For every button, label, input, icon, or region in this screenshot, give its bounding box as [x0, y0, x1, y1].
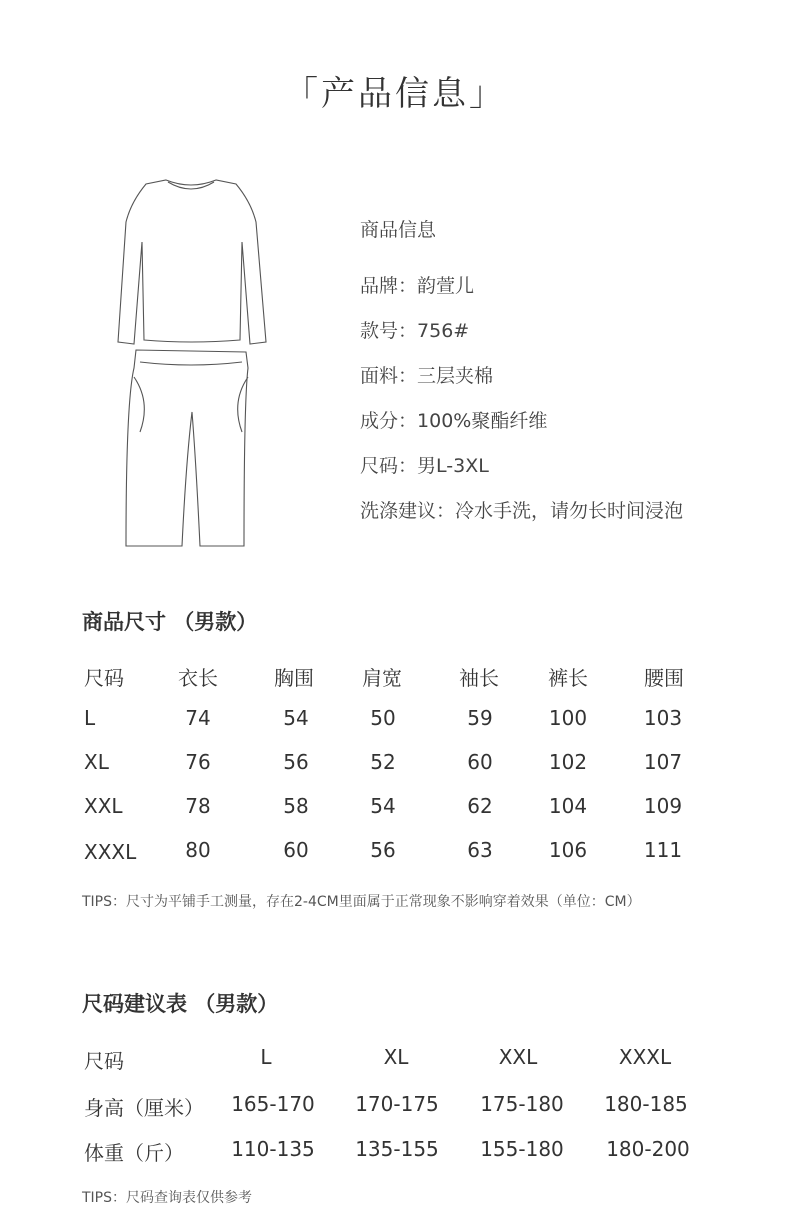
- size-cell: 60: [283, 838, 309, 862]
- info-value: 756#: [417, 320, 470, 342]
- info-label: 款号：: [360, 320, 418, 342]
- recommend-cell: 165-170: [231, 1092, 315, 1116]
- size-table-tips: TIPS：尺寸为平铺手工测量，存在2-4CM里面属于正常现象不影响穿着效果（单位：CM）: [82, 894, 641, 910]
- recommend-cell: 身高（厘米）: [84, 1096, 204, 1120]
- recommend-header-cell: XXL: [498, 1045, 538, 1069]
- recommend-header-cell: L: [260, 1045, 272, 1069]
- size-cell: 107: [643, 750, 683, 774]
- size-header-cell: 尺码: [84, 666, 124, 690]
- recommend-cell: 180-200: [606, 1137, 690, 1161]
- size-cell: XXL: [84, 794, 123, 818]
- size-header-cell: 衣长: [178, 666, 218, 690]
- size-cell: 54: [283, 706, 309, 730]
- size-header-cell: 腰围: [644, 666, 684, 690]
- size-cell: 111: [643, 838, 683, 862]
- size-cell: 62: [467, 794, 493, 818]
- info-value: 100%聚酯纤维: [417, 410, 548, 432]
- size-header-cell: 肩宽: [362, 666, 402, 690]
- size-cell: 109: [643, 794, 683, 818]
- page-title: 「产品信息」: [284, 74, 506, 114]
- info-label: 尺码：: [360, 455, 418, 477]
- product-info-heading: 商品信息: [360, 219, 437, 241]
- size-header-cell: 裤长: [548, 666, 588, 690]
- recommend-table-tips: TIPS：尺码查询表仅供参考: [82, 1190, 253, 1206]
- size-cell: 63: [467, 838, 493, 862]
- size-cell: 78: [185, 794, 211, 818]
- info-value: 三层夹棉: [417, 365, 494, 387]
- size-cell: 56: [370, 838, 396, 862]
- info-label: 成分：: [360, 410, 418, 432]
- size-cell: L: [84, 706, 96, 730]
- recommend-cell: 170-175: [355, 1092, 439, 1116]
- size-cell: 102: [548, 750, 588, 774]
- recommend-cell: 135-155: [355, 1137, 439, 1161]
- size-cell: 80: [185, 838, 211, 862]
- info-label: 洗涤建议：: [360, 500, 456, 522]
- recommend-cell: 体重（斤）: [84, 1141, 184, 1165]
- recommend-cell: 175-180: [480, 1092, 564, 1116]
- recommend-header-cell: 尺码: [84, 1049, 124, 1073]
- recommend-header-cell: XXXL: [618, 1045, 672, 1069]
- size-cell: 52: [370, 750, 396, 774]
- size-header-cell: 胸围: [274, 666, 314, 690]
- size-cell: 50: [370, 706, 396, 730]
- recommend-cell: 180-185: [604, 1092, 688, 1116]
- info-label: 面料：: [360, 365, 418, 387]
- size-cell: 106: [548, 838, 588, 862]
- size-cell: 58: [283, 794, 309, 818]
- size-cell: 60: [467, 750, 493, 774]
- size-cell: 104: [548, 794, 588, 818]
- info-value: 男L-3XL: [417, 455, 489, 477]
- size-cell: 100: [548, 706, 588, 730]
- size-cell: XL: [84, 750, 109, 774]
- size-cell: 76: [185, 750, 211, 774]
- size-cell: 54: [370, 794, 396, 818]
- recommend-cell: 155-180: [480, 1137, 564, 1161]
- size-cell: 103: [643, 706, 683, 730]
- size-cell: 74: [185, 706, 211, 730]
- info-label: 品牌：: [360, 275, 418, 297]
- size-cell: 59: [467, 706, 493, 730]
- size-table-title: 商品尺寸 （男款）: [82, 610, 258, 634]
- size-cell: 56: [283, 750, 309, 774]
- size-header-cell: 袖长: [459, 666, 499, 690]
- recommend-header-cell: XL: [383, 1045, 409, 1069]
- size-cell: XXXL: [84, 840, 137, 864]
- info-value: 韵萱儿: [417, 275, 475, 297]
- info-value: 冷水手洗，请勿长时间浸泡: [455, 500, 684, 522]
- recommend-table-title: 尺码建议表 （男款）: [82, 992, 279, 1016]
- recommend-cell: 110-135: [231, 1137, 315, 1161]
